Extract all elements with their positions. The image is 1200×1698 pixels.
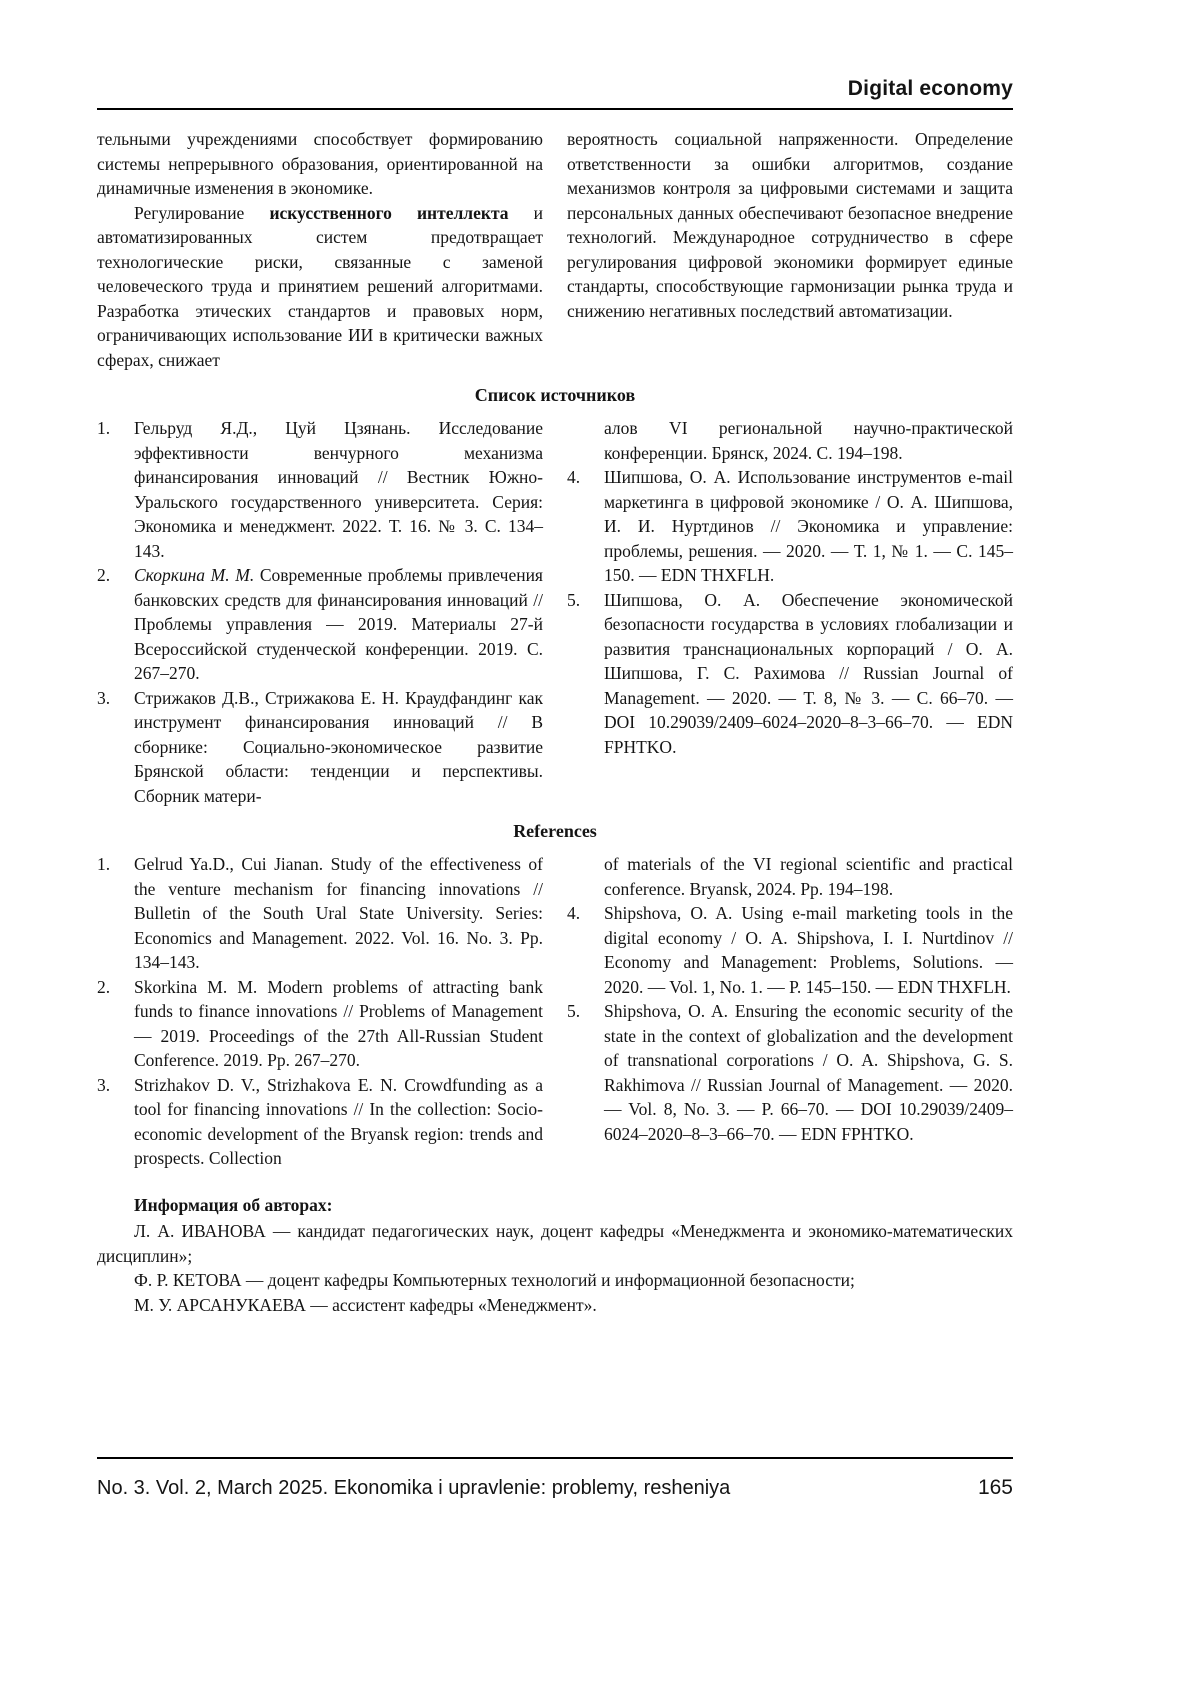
running-head: Digital economy (847, 77, 1013, 100)
reference-item (97, 852, 543, 975)
italic-author-name: Скоркина М. М. (134, 565, 255, 585)
sources-left-column (97, 416, 543, 808)
footer-page-number: 165 (977, 1476, 1013, 1499)
page-footer (97, 1457, 1013, 1500)
body-text-section (97, 127, 1013, 372)
text-run: Современные проблемы привлечения банковских средств для финансирования инноваций // Проблемы управления — 2019. Материалы 27-й Всероссийской студенческой конференции. 2019. С. 267–270. (134, 565, 543, 683)
text-run: Регулирование (134, 202, 270, 223)
intro-right-column (567, 127, 1013, 372)
reference-text: Shipshova, O. A. Ensuring the economic security of the state in the context of globalization and the development of transnational corporations / O. A. Shipshova, G. S. Rakhimova // Russian Journal of Management. — 2020. — Vol. 8, No. 3. — P. 66–70. — DOI 10.29039/2409–6024–2020–8–3–66–70. — EDN FPHTKO. (604, 1001, 1013, 1144)
text-run: и автоматизированных систем предотвращает технологические риски, связанные с заменой человеческого труда и принятием решений алгоритмами. Разработка этических стандартов и правовых норм, ограничивающих использование ИИ в критически важных сферах, снижает (97, 202, 544, 370)
sources-right-column (567, 416, 1013, 808)
reference-item (97, 563, 543, 686)
page-header (97, 76, 1013, 110)
reference-item (97, 686, 543, 809)
authors-heading: Информация об авторах: (134, 1194, 333, 1215)
author-entry: Л. А. ИВАНОВА — кандидат педагогических наук, доцент кафедры «Менеджмента и экономико-математических дисциплин»; (97, 1221, 1013, 1266)
reference-text: Strizhakov D. V., Strizhakova E. N. Crowdfunding as a tool for financing innovations // In the collection: Socio-economic development of the Bryansk region: trends and prospects. Collection (134, 1074, 543, 1168)
authors-section (97, 1193, 1013, 1318)
reference-item (567, 999, 1013, 1146)
reference-continuation: of materials of the VI regional scientific and practical conference. Bryansk, 2024. Pp. 194–198. (604, 854, 1013, 899)
references-right-column (567, 852, 1013, 1171)
reference-number: 3. (97, 1074, 111, 1095)
references-heading: References (513, 821, 597, 841)
reference-number: 1. (97, 854, 111, 874)
reference-text: Стрижаков Д.В., Стрижакова Е. Н. Краудфандинг как инструмент финансирования инноваций // В сборнике: Социально-экономическое развитие Брянской области: тенденции и перспективы. Сборник матери- (134, 687, 543, 806)
references-left-column (97, 852, 543, 1171)
reference-item (567, 901, 1013, 999)
reference-number: 3. (97, 687, 111, 708)
reference-number: 5. (567, 589, 581, 610)
reference-number: 1. (97, 418, 111, 438)
reference-number: 4. (567, 467, 581, 487)
body-paragraph: тельными учреждениями способствует формированию системы непрерывного образования, ориентированной на динамичные изменения в экономике. (97, 129, 543, 198)
reference-text: Шипшова, О. А. Обеспечение экономической безопасности государства в условиях глобализации и развития транснациональных корпораций / О. А. Шипшова, Г. С. Рахимова // Russian Journal of Management. — 2020. — Т. 8, № 3. — С. 66–70. — DOI 10.29039/2409–6024–2020–8–3–66–70. — EDN FPHTKO. (604, 589, 1013, 757)
author-entry: М. У. АРСАНУКАЕВА — ассистент кафедры «Менеджмент». (134, 1294, 597, 1315)
reference-item (567, 465, 1013, 588)
reference-number: 2. (97, 976, 111, 997)
references-list (97, 852, 1013, 1171)
body-paragraph: вероятность социальной напряженности. Определение ответственности за ошибки алгоритмов, создание механизмов контроля за цифровыми системами и защита персональных данных обеспечивают безопасное внедрение технологий. Международное сотрудничество в сфере регулирования цифровой экономики формирует единые стандарты, способствующие гармонизации рынка труда и снижению негативных последствий автоматизации. (567, 129, 1013, 321)
reference-text: Гельруд Я.Д., Цуй Цзянань. Исследование эффективности венчурного механизма финансирования инноваций // Вестник Южно-Уральского государственного университета. Серия: Экономика и менеджмент. 2022. Т. 16. № 3. С. 134–143. (134, 418, 543, 561)
body-paragraph (97, 201, 543, 373)
bold-text-run: искусственного интеллекта (269, 202, 509, 223)
reference-continuation: алов VI региональной научно-практической конференции. Брянск, 2024. С. 194–198. (604, 418, 1013, 463)
sources-heading: Список источников (474, 385, 636, 405)
reference-item (97, 1073, 543, 1171)
reference-number: 5. (567, 1001, 581, 1021)
reference-text: Shipshova, O. A. Using e-mail marketing tools in the digital economy / O. A. Shipshova, I. I. Nurtdinov // Economy and Management: Problems, Solutions. — 2020. — Vol. 1, No. 1. — P. 145–150. — EDN THXFLH. (604, 903, 1013, 997)
reference-text (134, 563, 543, 686)
reference-item (97, 416, 543, 563)
reference-text: Skorkina M. M. Modern problems of attracting bank funds to finance innovations // Problems of Management — 2019. Proceedings of the 27th All-Russian Student Conference. 2019. Pp. 267–270. (134, 976, 543, 1070)
reference-text: Шипшова, О. А. Использование инструментов e-mail маркетинга в цифровой экономике / О. А. Шипшова, И. И. Нуртдинов // Экономика и управление: проблемы, решения. — 2020. — Т. 1, № 1. — С. 145–150. — EDN THXFLH. (604, 467, 1013, 585)
reference-number: 4. (567, 903, 581, 923)
reference-item (97, 975, 543, 1073)
footer-journal-info: No. 3. Vol. 2, March 2025. Ekonomika i upravlenie: problemy, resheniya (97, 1477, 731, 1499)
author-entry: Ф. Р. КЕТОВА — доцент кафедры Компьютерных технологий и информационной безопасности; (134, 1270, 855, 1290)
reference-item (567, 588, 1013, 760)
reference-text: Gelrud Ya.D., Cui Jianan. Study of the effectiveness of the venture mechanism for financing innovations // Bulletin of the South Ural State University. Series: Economics and Management. 2022. Vol. 16. No. 3. Pp. 134–143. (134, 854, 543, 972)
reference-number: 2. (97, 565, 111, 585)
intro-left-column (97, 127, 543, 372)
sources-list (97, 416, 1013, 808)
